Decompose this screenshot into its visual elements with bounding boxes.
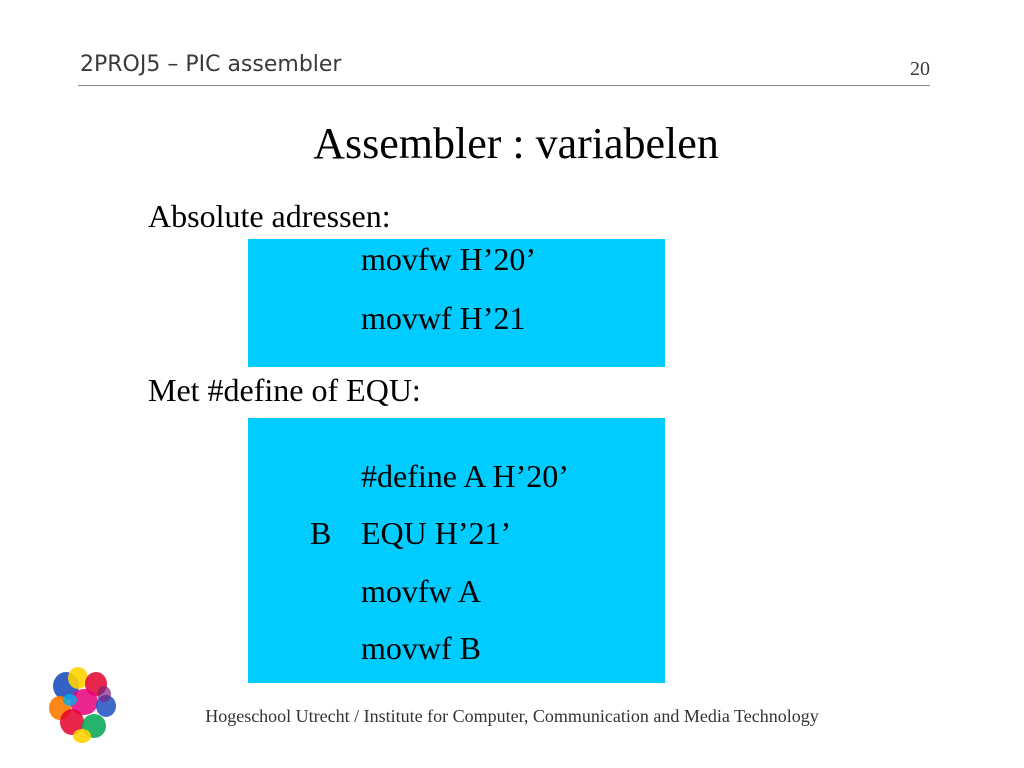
course-title: 2PROJ5 – PIC assembler bbox=[80, 52, 342, 77]
section-label-define-equ: Met #define of EQU: bbox=[148, 372, 421, 408]
page-number: 20 bbox=[910, 58, 930, 80]
code-line: EQU H’21’ bbox=[361, 515, 512, 551]
code-line: movwf H’21 bbox=[361, 300, 526, 336]
footer-institute-text: Hogeschool Utrecht / Institute for Computer, Communication and Media Technology bbox=[205, 706, 819, 726]
code-line: #define A H’20’ bbox=[361, 458, 569, 494]
code-block-define-equ bbox=[248, 418, 665, 683]
slide-title: Assembler : variabelen bbox=[313, 119, 719, 168]
code-block-absolute-addresses bbox=[248, 239, 665, 367]
hu-logo-icon bbox=[48, 664, 120, 744]
header-divider bbox=[78, 85, 930, 86]
code-line: movwf B bbox=[361, 630, 481, 666]
code-label: B bbox=[310, 515, 332, 551]
code-line: movfw H’20’ bbox=[361, 241, 537, 277]
code-line: movfw A bbox=[361, 573, 481, 609]
section-label-absolute-addresses: Absolute adressen: bbox=[148, 198, 391, 234]
